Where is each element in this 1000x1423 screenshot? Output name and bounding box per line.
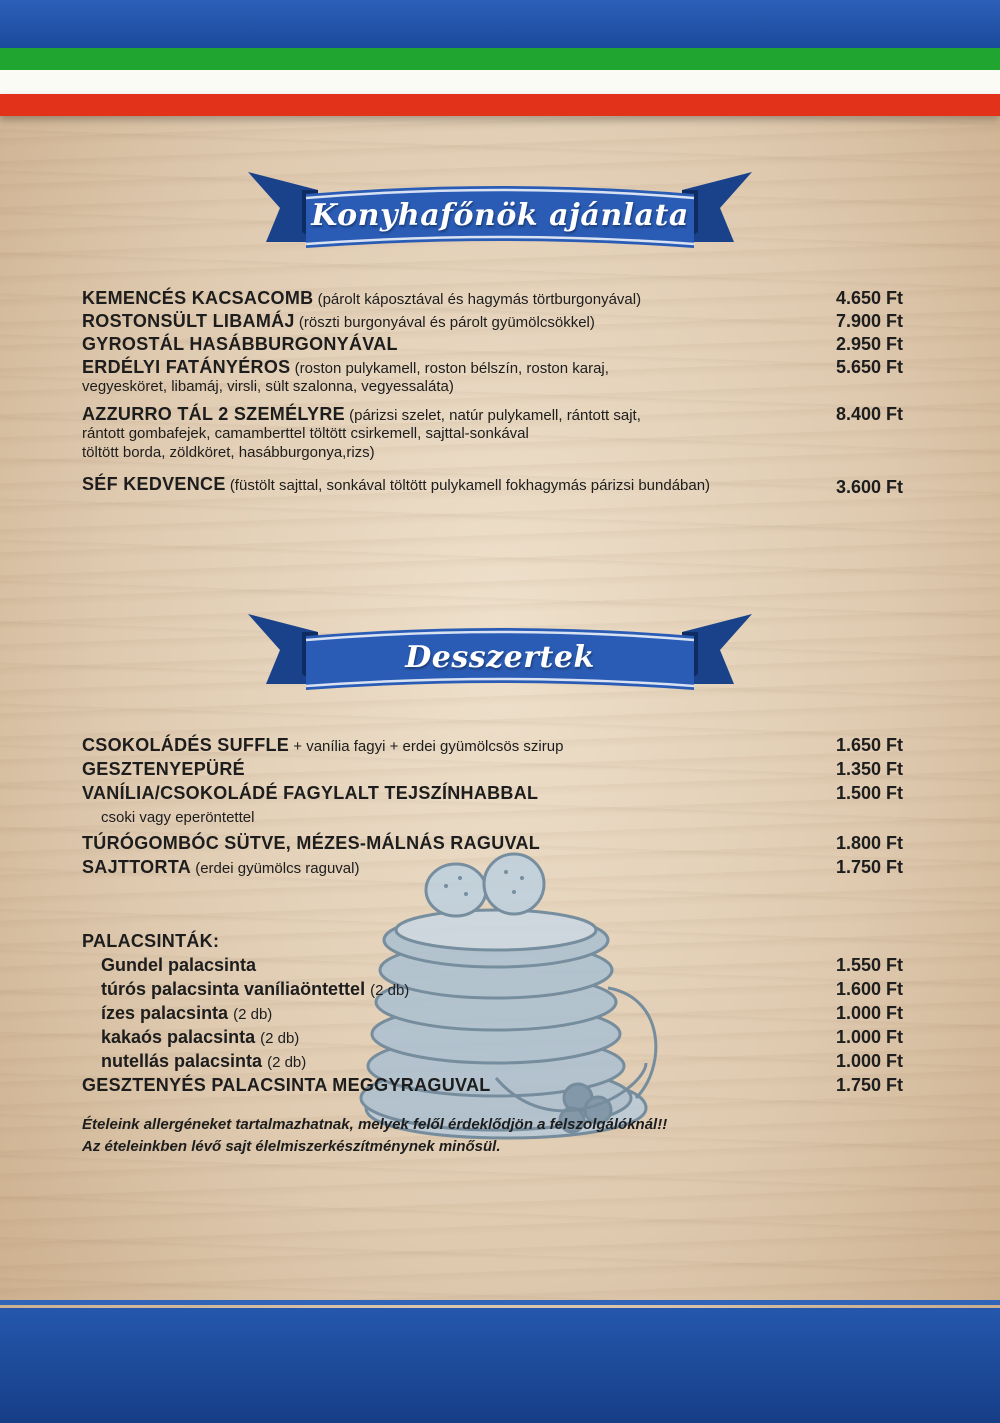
item-desc-line: rántott gombafejek, camamberttel töltött csirkemell, sajttal-sonkával	[82, 425, 529, 442]
item-name: GYROSTÁL HASÁBBURGONYÁVAL	[82, 334, 398, 354]
pancake-item	[101, 1003, 272, 1024]
menu-item	[82, 857, 842, 878]
item-price: 1.500 Ft	[836, 783, 904, 803]
chef-section-title: Konyhafőnök ajánlata	[311, 198, 689, 233]
item-name: CSOKOLÁDÉS SUFFLE	[82, 735, 290, 755]
item-desc: (röszti burgonyával és párolt gyümölcsökkel)	[298, 314, 595, 331]
item-desc: + vanília fagyi + erdei gyümölcsös szirup	[293, 738, 564, 755]
item-price: 5.650 Ft	[836, 357, 904, 377]
item-price: 1.600 Ft	[836, 979, 904, 999]
allergen-note: Ételeink allergéneket tartalmazhatnak, melyek felől érdeklődjön a felszolgálóknál!!	[82, 1116, 668, 1133]
item-desc-line: vegyesköret, libamáj, virsli, sült szalonna, vegyessaláta)	[82, 378, 454, 395]
menu-item	[82, 404, 842, 425]
pancake-item	[101, 1027, 299, 1048]
item-name: AZZURRO TÁL 2 SZEMÉLYRE	[82, 404, 345, 424]
dessert-ribbon	[248, 610, 752, 710]
cheese-note: Az ételeinkben lévő sajt élelmiszerkészítménynek minősül.	[82, 1138, 501, 1155]
item-desc: (erdei gyümölcs raguval)	[195, 860, 360, 877]
menu-item	[82, 833, 842, 854]
item-desc-line: csoki vagy eperöntettel	[101, 809, 255, 826]
item-desc: (füstölt sajttal, sonkával töltött pulykamell fokhagymás párizsi bundában)	[229, 477, 711, 494]
dessert-section-title: Desszertek	[405, 640, 595, 675]
menu-item	[82, 474, 842, 495]
item-price: 1.550 Ft	[836, 955, 904, 975]
item-price: 3.600 Ft	[836, 477, 904, 497]
item-price: 1.800 Ft	[836, 833, 904, 853]
item-name: Gundel palacsinta	[101, 955, 257, 975]
menu-item	[82, 357, 842, 378]
chef-ribbon	[248, 168, 752, 268]
flag-stripe-red	[0, 94, 1000, 116]
bottom-blue-bar	[0, 1308, 1000, 1423]
item-desc-line: töltött borda, zöldköret, hasábburgonya,rizs)	[82, 444, 375, 461]
menu-item	[82, 311, 842, 332]
pancakes-heading: PALACSINTÁK:	[82, 931, 220, 951]
item-name: GESZTENYÉS PALACSINTA MEGGYRAGUVAL	[82, 1075, 491, 1095]
item-desc: (2 db)	[370, 982, 410, 999]
item-price: 1.000 Ft	[836, 1027, 904, 1047]
item-price: 1.350 Ft	[836, 759, 904, 779]
menu-item	[82, 288, 842, 309]
item-desc: (párizsi szelet, natúr pulykamell, rántott sajt,	[349, 407, 641, 424]
item-name: KEMENCÉS KACSACOMB	[82, 288, 314, 308]
item-name: VANÍLIA/CSOKOLÁDÉ FAGYLALT TEJSZÍNHABBAL	[82, 783, 539, 803]
item-name: ízes palacsinta	[101, 1003, 229, 1023]
item-price: 1.750 Ft	[836, 1075, 904, 1095]
pancake-item	[101, 955, 256, 976]
menu-item	[82, 783, 842, 804]
item-name: TÚRÓGOMBÓC SÜTVE, MÉZES-MÁLNÁS RAGUVAL	[82, 833, 541, 853]
item-desc: (párolt káposztával és hagymás törtburgonyával)	[317, 291, 642, 308]
item-price: 1.000 Ft	[836, 1051, 904, 1071]
item-name: SÉF KEDVENCE	[82, 474, 226, 494]
item-desc: (2 db)	[267, 1054, 307, 1071]
item-price: 1.750 Ft	[836, 857, 904, 877]
item-name: ERDÉLYI FATÁNYÉROS	[82, 357, 291, 377]
item-name: nutellás palacsinta	[101, 1051, 263, 1071]
item-name: kakaós palacsinta	[101, 1027, 256, 1047]
item-name: GESZTENYEPÜRÉ	[82, 759, 245, 779]
item-price: 4.650 Ft	[836, 288, 904, 308]
pancake-item	[101, 1051, 306, 1072]
item-price: 7.900 Ft	[836, 311, 904, 331]
item-name: ROSTONSÜLT LIBAMÁJ	[82, 311, 295, 331]
menu-item	[82, 759, 842, 780]
item-desc: (2 db)	[260, 1030, 300, 1047]
flag-stripe-green	[0, 48, 1000, 70]
pancake-item	[101, 979, 409, 1000]
flag-stripe-white	[0, 70, 1000, 94]
item-name: túrós palacsinta vaníliaöntettel	[101, 979, 366, 999]
menu-item	[82, 334, 842, 355]
item-price: 2.950 Ft	[836, 334, 904, 354]
item-name: SAJTTORTA	[82, 857, 192, 877]
bottom-divider	[0, 1300, 1000, 1305]
menu-item	[82, 1075, 842, 1096]
menu-item	[82, 735, 842, 756]
item-desc: (roston pulykamell, roston bélszín, roston karaj,	[294, 360, 609, 377]
top-blue-bar	[0, 0, 1000, 48]
item-price: 1.650 Ft	[836, 735, 904, 755]
item-price: 1.000 Ft	[836, 1003, 904, 1023]
item-desc: (2 db)	[233, 1006, 273, 1023]
pancake-stack-icon	[346, 848, 666, 1188]
item-price: 8.400 Ft	[836, 404, 904, 424]
